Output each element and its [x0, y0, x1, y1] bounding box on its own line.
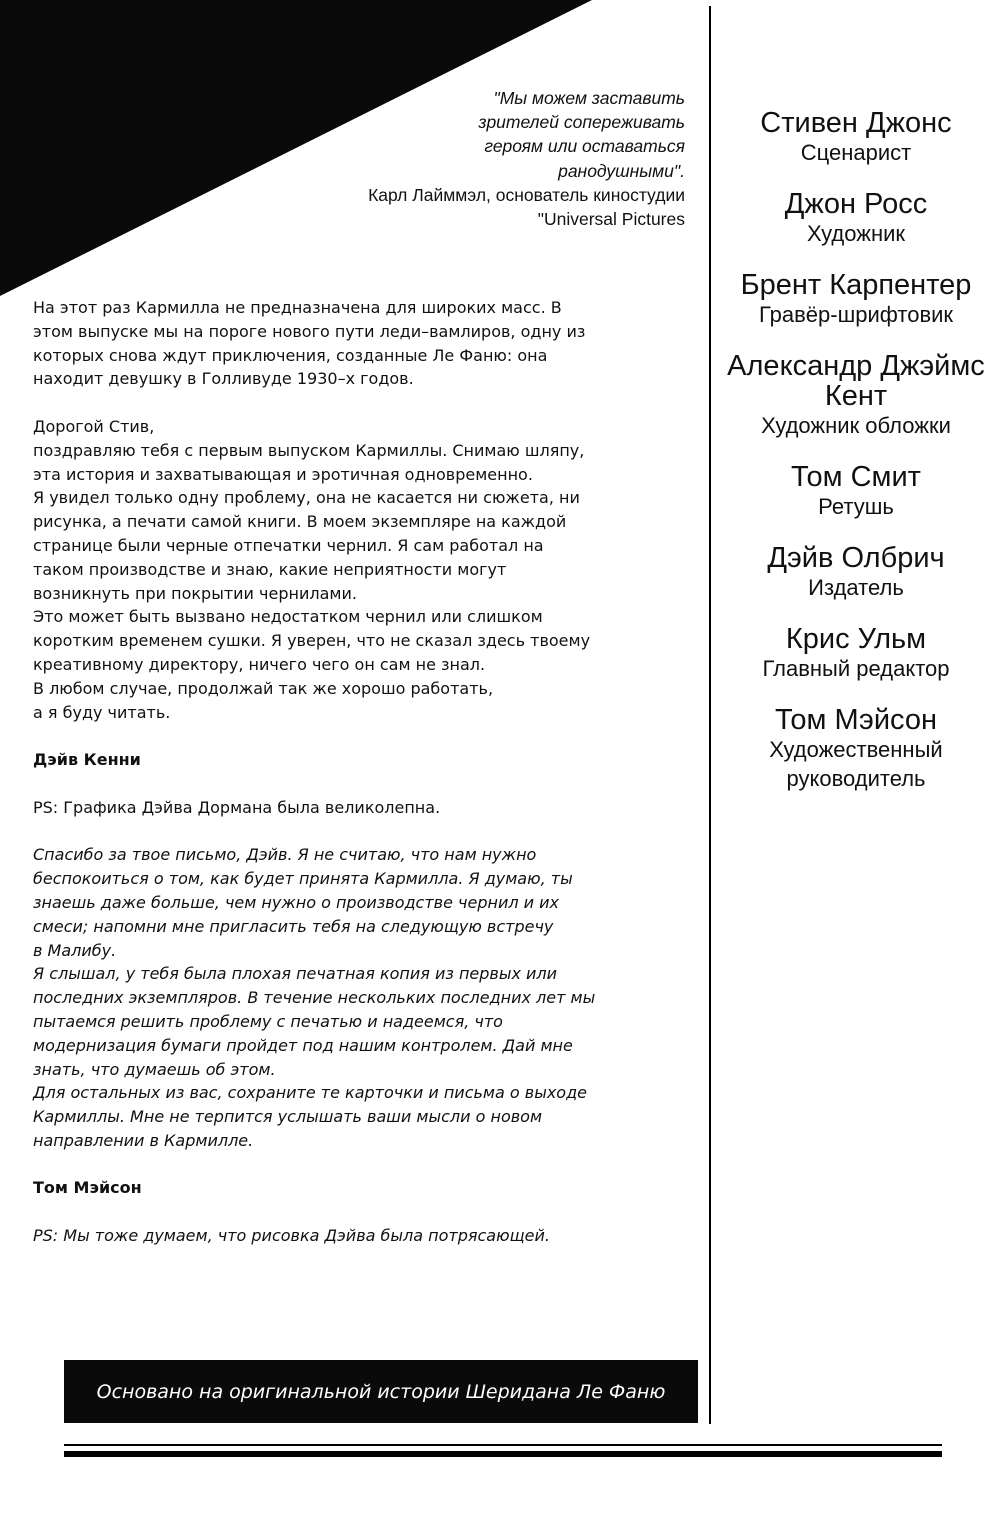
quote-line: зрителей сопереживать [478, 112, 685, 133]
quote-line: "Мы можем заставить [493, 88, 685, 108]
text-line: Я слышал, у тебя была плохая печатная копия из первых или [33, 964, 558, 984]
column-divider [709, 6, 711, 1424]
letters-column [33, 296, 698, 1272]
credit-role [712, 300, 1000, 329]
text-line: В любом случае, продолжай так же хорошо работать, [33, 678, 494, 698]
credit-role-line: Художник [806, 221, 906, 246]
credit-name-line: Стивен Джонс [760, 107, 952, 139]
credit-entry [712, 624, 1000, 683]
credit-name [712, 189, 1000, 219]
reader-postscript: PS: Графика Дэйва Дормана была великолепна. [33, 797, 441, 817]
editor-reply [33, 843, 698, 1152]
credit-role [712, 492, 1000, 521]
credit-role-line: руководитель [786, 766, 926, 791]
epigraph-quote [300, 86, 685, 231]
credit-name-line: Брент Карпентер [740, 269, 972, 301]
credit-entry [712, 108, 1000, 167]
credit-role [712, 219, 1000, 248]
credit-entry [712, 270, 1000, 329]
credit-role-line: Художник обложки [761, 413, 951, 438]
text-line: На этот раз Кармилла не предназначена для широких масс. В [33, 298, 562, 317]
credit-role [712, 735, 1000, 793]
credit-name-line: Крис Ульм [785, 623, 927, 655]
credit-name-line: Кент [824, 380, 888, 412]
credit-role-line: Гравёр-шрифтовик [758, 302, 954, 327]
quote-attribution: Карл Лайммэл, основатель киностудии [368, 184, 685, 205]
text-line: этом выпуске мы на пороге нового пути леди–вамлиров, одну из [33, 321, 586, 341]
credit-entry [712, 705, 1000, 793]
credit-role [712, 573, 1000, 602]
credits-column [712, 108, 1000, 815]
credit-role-line: Художественный [769, 737, 943, 762]
text-line: рисунка, а печати самой книги. В моем экземпляре на каждой [33, 512, 567, 532]
text-line: Я увидел только одну проблему, она не касается ни сюжета, ни [33, 488, 580, 508]
text-line: модернизация бумаги пройдет под нашим контролем. Дай мне [33, 1035, 573, 1055]
credit-entry [712, 543, 1000, 602]
text-line: таком производстве и знаю, какие неприятности могут [33, 559, 507, 579]
text-line: беспокоиться о том, как будет принята Кармилла. Я думаю, ты [33, 869, 573, 889]
text-line: Это может быть вызвано недостатком чернил или слишком [33, 607, 543, 627]
text-line: Дорогой Стив, [33, 416, 155, 436]
text-line: в Малибу. [33, 940, 117, 960]
text-line: а я буду читать. [33, 702, 171, 722]
credit-name [712, 351, 1000, 411]
footer-rule-thick [64, 1451, 942, 1457]
intro-paragraph [33, 296, 698, 391]
text-line: знать, что думаешь об этом. [33, 1059, 276, 1079]
editor-signature: Том Мэйсон [33, 1178, 142, 1198]
credit-entry [712, 351, 1000, 440]
credit-name [712, 705, 1000, 735]
credit-name [712, 624, 1000, 654]
credit-entry [712, 189, 1000, 248]
source-banner: Основано на оригинальной истории Шеридана Ле Фаню [64, 1360, 698, 1423]
quote-attribution: "Universal Pictures [537, 209, 685, 230]
text-line: эта история и захватывающая и эротичная одновременно. [33, 464, 533, 484]
text-line: поздравляю тебя с первым выпуском Кармиллы. Снимаю шляпу, [33, 440, 585, 460]
text-line: коротким временем сушки. Я уверен, что не сказал здесь твоему [33, 631, 591, 651]
credit-name-line: Том Смит [791, 461, 921, 493]
text-line: последних экземпляров. В течение нескольких последних лет мы [33, 988, 596, 1008]
credit-role [712, 138, 1000, 167]
credit-role-line: Главный редактор [762, 656, 950, 681]
credit-name-line: Джон Росс [784, 188, 928, 220]
credit-role [712, 654, 1000, 683]
reader-letter [33, 415, 698, 724]
credit-role-line: Ретушь [818, 494, 894, 519]
text-line: Спасибо за твое письмо, Дэйв. Я не считаю, что нам нужно [33, 845, 537, 865]
text-line: направлении в Кармилле. [33, 1130, 254, 1150]
text-line: возникнуть при покрытии чернилами. [33, 583, 357, 603]
text-line: креативному директору, ничего чего он сам не знал. [33, 654, 486, 674]
text-line: находит девушку в Голливуде 1930–х годов. [33, 369, 414, 389]
text-line: пытаемся решить проблему с печатью и надеемся, что [33, 1011, 503, 1031]
text-line: Кармиллы. Мне не терпится услышать ваши мысли о новом [33, 1107, 543, 1127]
credit-name-line: Том Мэйсон [774, 704, 938, 736]
editor-postscript: PS: Мы тоже думаем, что рисовка Дэйва была потрясающей. [33, 1226, 550, 1246]
footer-rule-thin [64, 1444, 942, 1446]
quote-line: ранодушными". [558, 160, 685, 181]
text-line: смеси; напомни мне пригласить тебя на следующую встречу [33, 916, 554, 936]
quote-line: героям или оставаться [484, 136, 685, 157]
credit-name-line: Дэйв Олбрич [767, 542, 945, 574]
text-line: знаешь даже больше, чем нужно о производстве чернил и их [33, 892, 560, 912]
text-line: странице были черные отпечатки чернил. Я сам работал на [33, 535, 544, 555]
text-line: которых снова ждут приключения, созданные Ле Фаню: она [33, 345, 548, 365]
credit-role [712, 411, 1000, 440]
credit-name [712, 270, 1000, 300]
credit-name [712, 543, 1000, 573]
credit-role-line: Издатель [808, 575, 904, 600]
credit-name [712, 108, 1000, 138]
text-line: Для остальных из вас, сохраните те карточки и письма о выходе [33, 1083, 587, 1103]
reader-signature: Дэйв Кенни [33, 750, 141, 770]
credit-role-line: Сценарист [800, 140, 912, 165]
credit-entry [712, 462, 1000, 521]
credit-name-line: Александр Джэймс [727, 350, 985, 382]
credit-name [712, 462, 1000, 492]
